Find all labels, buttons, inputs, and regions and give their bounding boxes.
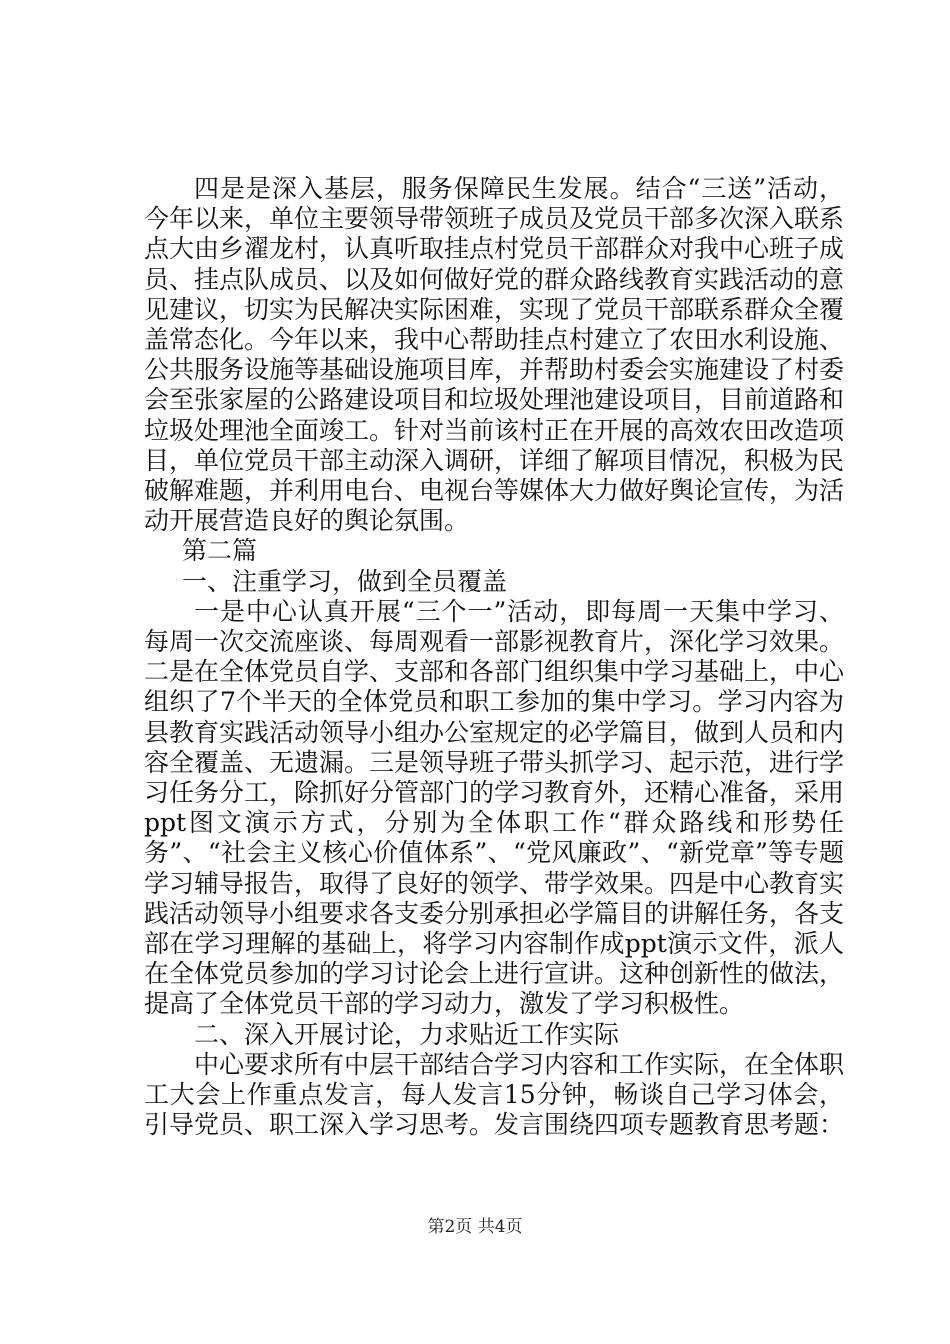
document-body: [144, 174, 844, 1141]
heading-discussion: 二、深入开展讨论，力求贴近工作实际: [194, 1019, 620, 1049]
page-footer: 第2页 共4页: [427, 1217, 523, 1237]
heading-study-coverage: 一、注重学习，做到全员覆盖: [182, 566, 508, 596]
section-title-part-two: 第二篇: [182, 536, 258, 566]
paragraph-study-details: 一是中心认真开展“三个一”活动，即每周一天集中学习、每周一次交流座谈、每周观看一部影视教育片，深化学习效果。二是在全体党员自学、支部和各部门组织集中学习基础上，中心组织了7个半天的全体党员和职工参加的集中学习。学习内容为县教育实践活动领导小组办公室规定的必学篇目，做到人员和内容全覆盖、无遗漏。三是领导班子带头抓学习、起示范，进行学习任务分工，除抓好分管部门的学习教育外，还精心准备，采用ppt图文演示方式，分别为全体职工作“群众路线和形势任务”、“社会主义核心价值体系”、“党风廉政”、“新党章”等专题学习辅导报告，取得了良好的领学、带学效果。四是中心教育实践活动领导小组要求各支委分别承担必学篇目的讲解任务，各支部在学习理解的基础上，将学习内容制作成ppt演示文件，派人在全体党员参加的学习讨论会上进行宣讲。这种创新性的做法，提高了全体党员干部的学习动力，激发了学习积极性。: [144, 596, 845, 1019]
paragraph-discussion-details: 中心要求所有中层干部结合学习内容和工作实际，在全体职工大会上作重点发言，每人发言15分钟，畅谈自己学习体会，引导党员、职工深入学习思考。发言围绕四项专题教育思考题：: [144, 1049, 845, 1140]
paragraph-grassroots-service: 四是是深入基层，服务保障民生发展。结合“三送”活动，今年以来，单位主要领导带领班子成员及党员干部多次深入联系点大由乡濯龙村，认真听取挂点村党员干部群众对我中心班子成员、挂点队成员、以及如何做好党的群众路线教育实践活动的意见建议，切实为民解决实际困难，实现了党员干部联系群众全覆盖常态化。今年以来，我中心帮助挂点村建立了农田水利设施、公共服务设施等基础设施项目库，并帮助村委会实施建设了村委会至张家屋的公路建设项目和垃圾处理池建设项目，目前道路和垃圾处理池全面竣工。针对当前该村正在开展的高效农田改造项目，单位党员干部主动深入调研，详细了解项目情况，积极为民破解难题，并利用电台、电视台等媒体大力做好舆论宣传，为活动开展营造良好的舆论氛围。: [144, 174, 845, 536]
